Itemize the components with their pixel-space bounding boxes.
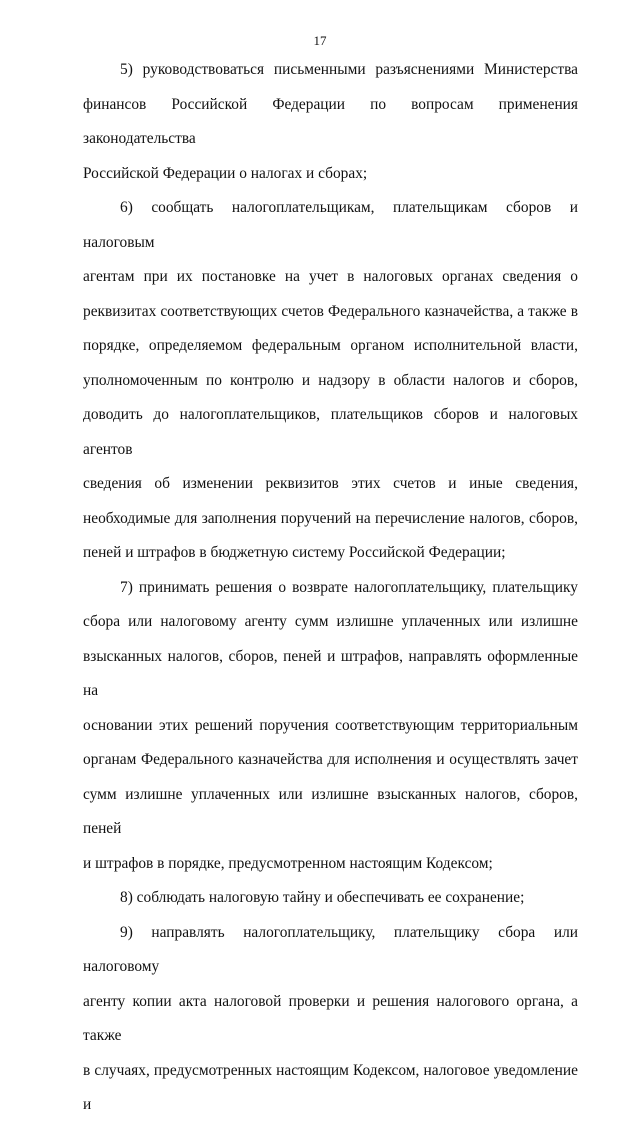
page-number: 17 — [313, 33, 327, 48]
paragraph-2-line-7: сведения об изменении реквизитов этих счетов и иные сведения, — [83, 475, 578, 492]
paragraph-3-line-2: сбора или налоговому агенту сумм излишне уплаченных или излишне — [83, 613, 578, 630]
paragraph-2-line-5: уполномоченным по контролю и надзору в области налогов и сборов, — [83, 371, 578, 389]
paragraph-1-line-1: 5) руководствоваться письменными разъяснениями Министерства — [120, 61, 578, 78]
paragraph-3-line-5: органам Федерального казначейства для исполнения и осуществлять зачет — [83, 751, 578, 768]
paragraph-5-line-1: 9) направлять налогоплательщику, плательщику сбора или налоговому — [83, 923, 578, 975]
paragraph-1-line-2: финансов Российской Федерации по вопросам применения законодательства — [83, 95, 578, 147]
paragraph-5-line-2: агенту копии акта налоговой проверки и решения налогового органа, а также — [83, 992, 578, 1044]
paragraph-3-line-7: и штрафов в порядке, предусмотренном настоящим Кодексом; — [83, 854, 493, 872]
paragraph-2-line-2: агентам при их постановке на учет в налоговых органах сведения о — [83, 268, 578, 285]
paragraph-3-line-6: сумм излишне уплаченных или излишне взысканных налогов, сборов, пеней — [83, 785, 578, 837]
paragraph-4-line-1: 8) соблюдать налоговую тайну и обеспечивать ее сохранение; — [120, 889, 525, 906]
paragraph-3-line-3: взысканных налогов, сборов, пеней и штрафов, направлять оформленные на — [83, 647, 578, 699]
paragraph-2-line-3: реквизитах соответствующих счетов Федерального казначейства, а также в — [83, 302, 578, 320]
document-body — [83, 53, 578, 1123]
paragraph-3-line-4: основании этих решений поручения соответствующим территориальным — [83, 716, 578, 734]
paragraph-2-line-1: 6) сообщать налогоплательщикам, плательщикам сборов и налоговым — [83, 199, 578, 251]
paragraph-3-line-1: 7) принимать решения о возврате налогоплательщику, плательщику — [120, 578, 578, 596]
paragraph-1-line-3: Российской Федерации о налогах и сборах; — [83, 164, 368, 182]
paragraph-5-line-3: в случаях, предусмотренных настоящим Кодексом, налоговое уведомление и — [83, 1061, 578, 1113]
paragraph-2-line-9: пеней и штрафов в бюджетную систему Российской Федерации; — [83, 544, 506, 561]
paragraph-2-line-8: необходимые для заполнения поручений на перечисление налогов, сборов, — [83, 509, 578, 527]
paragraph-2-line-4: порядке, определяемом федеральным органом исполнительной власти, — [83, 337, 578, 354]
paragraph-2-line-6: доводить до налогоплательщиков, плательщиков сборов и налоговых агентов — [83, 406, 578, 458]
